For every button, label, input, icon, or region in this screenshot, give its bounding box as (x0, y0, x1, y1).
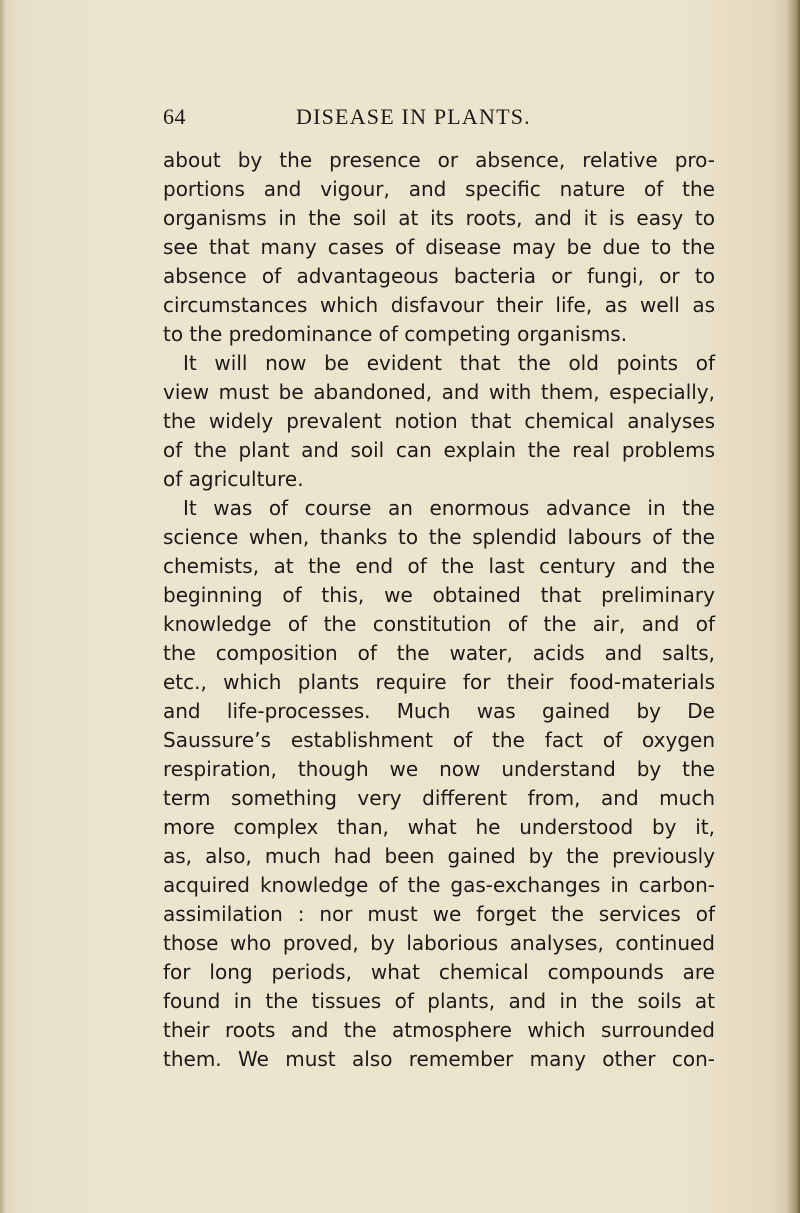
text-line: circumstances which disfavour their life, as well as (163, 293, 715, 317)
text-line: about by the presence or absence, relative pro- (163, 148, 715, 172)
page-right-edge (786, 0, 800, 1213)
text-line: them. We must also remember many other con- (163, 1047, 715, 1071)
text-line: to the predominance of competing organisms. (163, 322, 628, 346)
text-line: knowledge of the constitution of the air, and of (163, 612, 715, 636)
text-line: see that many cases of disease may be due to the (163, 235, 715, 259)
text-line: of the plant and soil can explain the real problems (163, 438, 715, 462)
text-line: etc., which plants require for their food-materials (163, 670, 715, 694)
text-line: It will now be evident that the old points of (183, 351, 715, 375)
body-text (163, 146, 715, 1074)
text-line: for long periods, what chemical compounds are (163, 960, 715, 984)
text-line: Saussure’s establishment of the fact of oxygen (163, 728, 715, 752)
text-line: the widely prevalent notion that chemical analyses (163, 409, 715, 433)
text-line: of agriculture. (163, 467, 304, 491)
text-line: assimilation : nor must we forget the services of (163, 902, 715, 926)
text-line: organisms in the soil at its roots, and it is easy to (163, 206, 715, 230)
text-line: respiration, though we now understand by the (163, 757, 715, 781)
text-line: beginning of this, we obtained that preliminary (163, 583, 715, 607)
running-title: DISEASE IN PLANTS. (296, 104, 531, 129)
text-line: as, also, much had been gained by the previously (163, 844, 715, 868)
text-line: acquired knowledge of the gas-exchanges in carbon- (163, 873, 715, 897)
text-line: It was of course an enormous advance in the (183, 496, 715, 520)
text-line: term something very different from, and much (163, 786, 715, 810)
text-line: their roots and the atmosphere which surrounded (163, 1018, 715, 1042)
text-line: science when, thanks to the splendid labours of the (163, 525, 715, 549)
text-line: view must be abandoned, and with them, especially, (163, 380, 715, 404)
page-number: 64 (163, 104, 186, 129)
page-left-edge (0, 0, 6, 1213)
text-line: portions and vigour, and specific nature of the (163, 177, 715, 201)
text-line: and life-processes. Much was gained by De (163, 699, 715, 723)
text-line: chemists, at the end of the last century and the (163, 554, 715, 578)
text-line: those who proved, by laborious analyses, continued (163, 931, 715, 955)
text-line: the composition of the water, acids and salts, (163, 641, 715, 665)
text-line: found in the tissues of plants, and in the soils at (163, 989, 715, 1013)
text-line: more complex than, what he understood by it, (163, 815, 715, 839)
text-line: absence of advantageous bacteria or fungi, or to (163, 264, 715, 288)
running-header (163, 100, 715, 132)
